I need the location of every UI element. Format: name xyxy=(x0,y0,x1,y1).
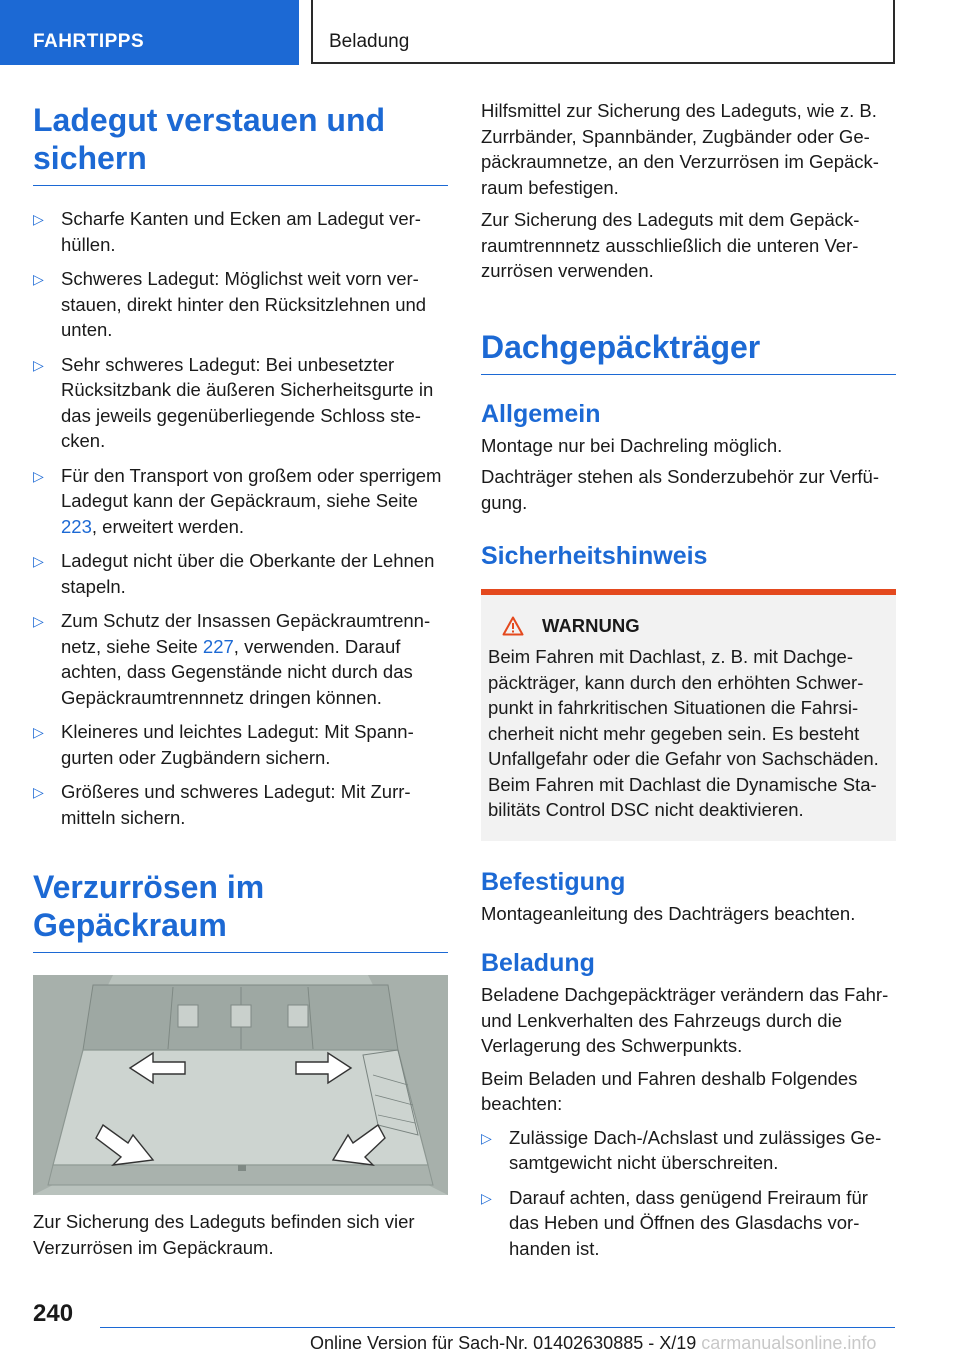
paragraph: Montage nur bei Dachreling möglich. xyxy=(481,434,783,456)
paragraph: Beim Beladen und Fahren deshalb Folgendes beachten: xyxy=(481,1067,858,1114)
list-item: ▷ Zulässige Dach-/Achslast und zulässiges Gesamtgewicht nicht überschreiten. xyxy=(481,1126,882,1173)
page-link-223[interactable]: 223 xyxy=(61,515,92,537)
warning-triangle-icon xyxy=(502,616,524,636)
left-column xyxy=(33,101,448,1260)
heading-dachgepaecktraeger: Dachgepäckträger xyxy=(481,328,896,375)
heading-verzurroesen: Verzurrösen im Gepäckraum xyxy=(33,868,448,953)
triangle-bullet-icon: ▷ xyxy=(481,1129,492,1146)
heading-sicherheitshinweis: Sicherheitshinweis xyxy=(481,542,708,570)
list-item: ▷ Schweres Ladegut: Möglichst weit vorn verstauen, direkt hinter den Rücksitzlehnen und unten. xyxy=(33,268,427,340)
ladegut-bullet-list xyxy=(33,206,448,830)
triangle-bullet-icon: ▷ xyxy=(33,613,44,629)
triangle-bullet-icon: ▷ xyxy=(33,724,44,740)
triangle-bullet-icon: ▷ xyxy=(33,553,44,569)
triangle-bullet-icon: ▷ xyxy=(33,356,44,373)
list-item: ▷ Sehr schweres Ladegut: Bei unbesetzter Rücksitzbank die äußeren Sicherheitsgurte in das jeweils gegenüberliegende Schloss stecken. xyxy=(33,353,434,451)
chapter-title: Beladung xyxy=(329,31,410,52)
page-link-227[interactable]: 227 xyxy=(202,635,234,657)
section-tab xyxy=(0,0,299,65)
section-title: FAHRTIPPS xyxy=(33,31,145,52)
chapter-box xyxy=(311,0,895,64)
triangle-bullet-icon: ▷ xyxy=(33,784,44,800)
paragraph: Zur Sicherung des Ladeguts mit dem Gepäckraumtrennnetz ausschließlich die unteren Verzurrösen verwenden. xyxy=(481,209,860,281)
triangle-bullet-icon: ▷ xyxy=(33,211,44,227)
page-number: 240 xyxy=(33,1300,74,1327)
list-item: ▷ Darauf achten, dass genügend Freiraum für das Heben und Öffnen des Glasdachs vorhanden ist. xyxy=(481,1186,868,1259)
paragraph: Montageanleitung des Dachträgers beachten. xyxy=(481,902,856,924)
right-column xyxy=(481,98,896,1270)
paragraph: Beladene Dachgepäckträger verändern das Fahr- und Lenkverhalten des Fahrzeugs durch die Verlagerung des Schwerpunkts. xyxy=(481,984,889,1056)
list-item: ▷ Kleineres und leichtes Ladegut: Mit Spanngurten oder Zugbändern sichern. xyxy=(33,721,414,768)
list-item: ▷ Für den Transport von großem oder sperrigem Ladegut kann der Gepäckraum, siehe Seite 223, erweitert werden. xyxy=(33,464,442,537)
warning-label: WARNUNG xyxy=(542,615,640,636)
warning-text: Beim Fahren mit Dachlast, z. B. mit Dachgepäckträger, kann durch den erhöhten Schwerpunkt in fahrkritischen Situationen die Fahrsicherheit nicht mehr gegeben sein. Es besteht Unfallgefahr oder die Gefahr von Sachschäden. Beim Fahren mit Dachlast die Dynamische Stabilitäts Control DSC nicht deaktivieren. xyxy=(488,646,879,820)
heading-befestigung: Befestigung xyxy=(481,867,626,896)
heading-beladung: Beladung xyxy=(481,949,595,977)
triangle-bullet-icon: ▷ xyxy=(33,271,44,287)
heading-ladegut: Ladegut verstauen und sichern xyxy=(33,101,448,186)
triangle-bullet-icon: ▷ xyxy=(481,1189,492,1206)
beladung-bullet-list xyxy=(481,1125,896,1262)
paragraph: Hilfsmittel zur Sicherung des Ladeguts, wie z. B. Zurrbänder, Spannbänder, Zugbänder oder Gepäckraumnetze, an den Verzurrösen im Gepäckraum befestigen. xyxy=(481,100,879,198)
list-item: ▷ Zum Schutz der Insassen Gepäckraumtrennnetz, siehe Seite 227, verwenden. Darauf achten, dass Gegenstände nicht durch das Gepäckraumtrennnetz dringen können. xyxy=(33,610,431,708)
list-item: ▷ Größeres und schweres Ladegut: Mit Zurrmitteln sichern. xyxy=(33,781,411,828)
triangle-bullet-icon: ▷ xyxy=(33,467,44,484)
warning-box xyxy=(481,589,896,841)
list-item: ▷ Scharfe Kanten und Ecken am Ladegut verhüllen. xyxy=(33,208,421,255)
footer-text: Online Version für Sach-Nr. 01402630885 - X/19 xyxy=(310,1333,697,1353)
footer-watermark: carmanualsonline.info xyxy=(701,1333,877,1353)
paragraph: Dachträger stehen als Sonderzubehör zur Verfügung. xyxy=(481,466,879,513)
trunk-lashing-eyes-illustration xyxy=(33,975,448,1195)
trunk-image-caption: Zur Sicherung des Ladeguts befinden sich vier Verzurrösen im Gepäckraum. xyxy=(33,1211,415,1258)
list-item: ▷ Ladegut nicht über die Oberkante der Lehnen stapeln. xyxy=(33,550,435,597)
footer-text-row xyxy=(310,1333,876,1354)
heading-allgemein: Allgemein xyxy=(481,399,601,428)
footer-divider xyxy=(100,1327,895,1328)
warning-header xyxy=(488,613,888,638)
